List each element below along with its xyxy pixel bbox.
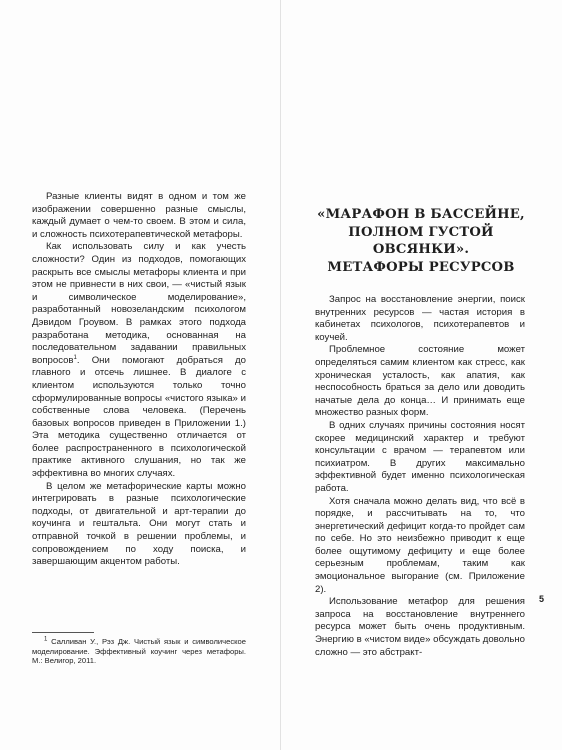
- paragraph: Как использовать силу и как учесть сложности? Один из подходов, помогающих раскрыть все смыслы метафоры клиента и при этом не привнести в них свои, — «чистый язык и символическое моделирование», разработанный новозеландским психологом Дэвидом Гроувом. В рамках этого подхода разработана методика, основанная на последовательном задавании правильных вопросов$^1$. Они помогают добраться до главного и отсечь лишнее. В диалоге с клиентом используются только точно сформулированные вопросы «чистого языка» и собственные слова человека. (Перечень базовых вопросов приведен в Приложении 1.) Эта методика существенно отличается от более распространенного в психологической практике активного слушания, но так же эффективна во многих случаях.: [32, 241, 246, 480]
- paragraph: Запрос на восстановление энергии, поиск внутренних ресурсов — частая история в кабинетах психологов, психотерапевтов и коучей.: [315, 294, 525, 343]
- page-number: 5: [539, 594, 545, 604]
- right-page-body: [315, 294, 525, 659]
- paragraph: Хотя сначала можно делать вид, что всё в порядке, и рассчитывать на то, что энергетический дефицит когда-то пройдет сам по себе. Но это неизбежно приводит к еще более ощутимому дефициту и еще более серьезным проблемам, таким как эмоциональное выгорание (см. Приложение 2).: [315, 495, 525, 595]
- footnote-marker: 1: [73, 354, 77, 361]
- footnote: [32, 637, 246, 666]
- paragraph: Проблемное состояние может определяться самим клиентом как стресс, как хроническая усталость, как апатия, как неспособность браться за дело или доводить начатые дела до конца… И принимать еще множество разных форм.: [315, 344, 525, 419]
- paragraph-text: Они помогают добраться до главного и отсечь лишнее. В диалоге с клиентом используются только точно сформулированные вопросы «чистого языка» и собственные слова человека. (Перечень базовых вопросов приведен в Приложении 1.) Эта методика существенно отличается от более распространенного в психологической практике активного слушания, но так же эффективна во многих случаях.: [32, 354, 246, 480]
- paragraph: В целом же метафорические карты можно интегрировать в разные психологические подходы, от двигательной и арт-терапии до коучинга и гештальта. Они могут стать и отправной точкой в решении проблемы, и сопровождением по ходу поиска, и завершающим акцентом работы.: [32, 480, 246, 568]
- chapter-title-line: МЕТАФОРЫ РЕСУРСОВ: [327, 259, 515, 275]
- chapter-title-line: ПОЛНОМ ГУСТОЙ ОВСЯНКИ».: [348, 224, 494, 257]
- chapter-title-line: «МАРАФОН В БАССЕЙНЕ,: [317, 207, 525, 222]
- footnote-text: Салливан У., Рэз Дж. Чистый язык и символическое моделирование. Эффективный коучинг через метафоры. М.: Велигор, 2011.: [32, 637, 246, 666]
- paragraph: Разные клиенты видят в одном и том же изображении совершенно разные смыслы, каждый думает о чем-то своем. В этом и сила, и сложность психотерапевтической метафоры.: [32, 191, 246, 240]
- paragraph: Использование метафор для решения запроса на восстановление внутреннего ресурса может быть очень продуктивным. Энергию в «чистом виде» обсуждать довольно сложно — это абстракт-: [315, 596, 526, 658]
- left-page-body: [32, 191, 246, 569]
- footnote-number: 1: [44, 636, 48, 643]
- footnote-divider: [32, 632, 94, 633]
- paragraph-text: Как использовать силу и как учесть сложности? Один из подходов, помогающих раскрыть все смыслы метафоры клиента и при этом не привнести в них свои, — «чистый язык и символическое моделирование», разработанный новозеландским психологом Дэвидом Гроувом. В рамках этого подхода разработана методика, основанная на последовательном задавании правильных вопросов: [32, 241, 246, 366]
- right-page: [281, 0, 562, 750]
- paragraph: В одних случаях причины состояния носят скорее медицинский характер и требуют консультации с врачом — терапевтом или психиатром. В других максимально эффективной будет именно психологическая работа.: [315, 419, 525, 494]
- chapter-title: [301, 206, 541, 276]
